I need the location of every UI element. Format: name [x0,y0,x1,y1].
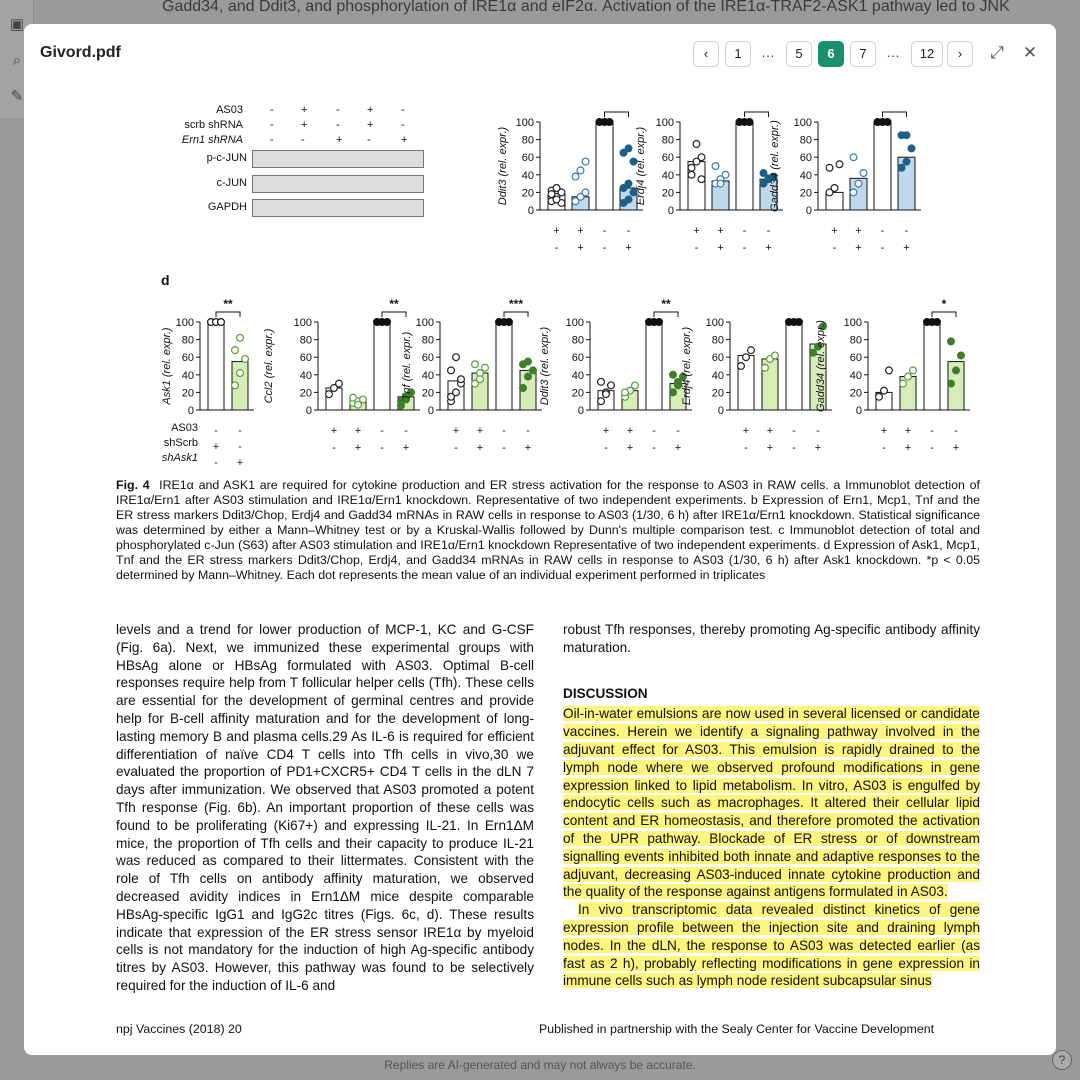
significance-label: ** [223,297,233,311]
y-tick-label: 100 [565,317,584,329]
ai-disclaimer: Replies are AI-generated and may not always be accurate. [384,1058,696,1072]
condition-sign: + [742,425,750,437]
figure-charts [40,82,1040,477]
blot-sign: - [367,134,371,146]
data-point [525,358,532,365]
data-point [218,319,225,326]
condition-sign: - [742,225,747,237]
condition-sign: + [602,425,610,437]
y-tick-label: 100 [705,317,724,329]
condition-sign: + [476,425,484,437]
condition-sign: - [332,442,336,454]
y-tick-label: 80 [421,334,434,347]
y-tick-label: 60 [571,352,584,365]
condition-sign: - [238,441,242,453]
data-point [477,376,484,383]
y-tick-label: 100 [515,117,534,129]
condition-sign: - [904,225,909,237]
blot-band-label: c-JUN [216,177,247,189]
y-tick-label: 0 [187,405,194,417]
data-point [482,364,489,371]
y-tick-label: 40 [421,369,434,382]
data-point [670,371,677,378]
edit-icon[interactable]: ✎ [10,88,24,105]
data-point [688,171,695,178]
data-point [525,373,532,380]
condition-sign: + [717,242,724,254]
blot-sign: - [270,104,274,116]
y-axis-label: Tnf (rel. expr.) [401,331,413,401]
data-point [712,163,719,170]
significance-bracket [883,112,907,117]
data-point [582,158,589,165]
chevron-right-icon: › [957,46,963,61]
data-point [603,391,610,398]
condition-sign: - [880,225,885,237]
blot-band-label: p-c-JUN [206,152,247,164]
y-tick-label: 20 [299,387,312,400]
expand-icon[interactable]: ⤢ [990,43,1004,62]
significance-label: * [941,297,947,311]
condition-sign: - [882,442,886,454]
condition-sign: + [577,242,584,254]
condition-sign: - [792,442,796,454]
data-point [900,380,907,387]
row-d-label: AS03 [171,422,198,434]
bar [736,122,753,210]
data-point [850,189,857,196]
y-tick-label: 0 [527,205,534,217]
data-point [553,185,560,192]
condition-sign: - [930,425,934,437]
data-point [448,393,455,400]
y-tick-label: 20 [661,187,674,200]
data-point [632,382,639,389]
y-tick-label: 100 [415,317,434,329]
bar [924,322,940,410]
condition-sign: - [502,442,506,454]
data-point [762,364,769,371]
data-point [908,145,915,152]
data-point [350,394,357,401]
y-tick-label: 20 [711,387,724,400]
condition-sign: + [553,225,560,237]
data-point [948,338,955,345]
significance-bracket [504,312,528,317]
blot-row-label: scrb shRNA [184,119,243,131]
condition-sign: - [880,242,885,254]
data-point [698,154,705,161]
condition-sign: + [577,225,584,237]
blot-sign: - [270,119,274,131]
condition-sign: - [380,425,384,437]
y-tick-label: 0 [855,405,862,417]
y-tick-label: 20 [799,187,812,200]
background-document-text: Gadd34, and Ddit3, and phosphorylation of IRE1α and eIF2α. Activation of the IRE1α-TRAF2-ASK1 pathway led to JNK [162,0,1010,15]
condition-sign: - [652,425,656,437]
y-tick-label: 60 [421,352,434,365]
y-tick-label: 20 [571,387,584,400]
data-point [884,119,891,126]
data-point [796,319,803,326]
data-point [520,385,527,392]
pdf-viewer-modal [24,24,1056,1055]
significance-bracket [654,312,678,317]
panel-icon[interactable]: ▣ [9,16,25,33]
data-point [242,356,249,363]
viewer-header [24,24,1056,84]
y-tick-label: 80 [799,134,812,147]
y-tick-label: 80 [849,334,862,347]
condition-sign: - [602,225,607,237]
y-axis-label: Ask1 (rel. expr.) [161,327,173,405]
data-point [836,161,843,168]
condition-sign: - [652,442,656,454]
prev-page-button[interactable] [693,41,719,67]
condition-sign: - [694,242,699,254]
y-axis-label: Erdj4 (rel. expr.) [681,326,693,406]
condition-sign: + [855,225,862,237]
data-point [577,167,584,174]
condition-sign: - [676,425,680,437]
blot-row-label: AS03 [216,104,243,116]
data-point [606,119,613,126]
partnership-footer: Published in partnership with the Sealy Center for Vaccine Development [539,1022,935,1036]
y-tick-label: 100 [655,117,674,129]
condition-sign: - [626,225,631,237]
condition-sign: + [524,442,532,454]
y-axis-label: Erdj4 (rel. expr.) [635,126,647,206]
condition-sign: + [693,225,700,237]
condition-sign: - [214,425,218,437]
data-point [698,176,705,183]
blot-band-label: GAPDH [207,201,247,213]
y-tick-label: 40 [711,369,724,382]
y-tick-label: 100 [293,317,312,329]
y-axis-label: Ddit3 (rel. expr.) [497,126,509,206]
data-point [232,382,239,389]
data-point [237,334,244,341]
page-button-6-current[interactable]: 6 [818,41,844,67]
condition-sign: + [626,425,634,437]
data-point [472,361,479,368]
data-point [530,367,537,374]
condition-sign: - [454,442,458,454]
data-point [453,354,460,361]
journal-footer: npj Vaccines (2018) 20 [116,1022,242,1036]
data-point [326,391,333,398]
condition-sign: - [766,225,771,237]
condition-sign: - [214,457,218,469]
blot-sign: + [367,119,374,131]
y-axis-label: Ccl2 (rel. expr.) [263,328,275,404]
condition-sign: + [626,442,634,454]
y-tick-label: 80 [661,134,674,147]
blot-row-label: Ern1 shRNA [181,134,243,146]
condition-sign: - [792,425,796,437]
condition-sign: - [954,425,958,437]
condition-sign: + [452,425,460,437]
data-point [336,380,343,387]
significance-bracket [605,112,629,117]
bar [374,322,390,410]
blot-sign: + [301,119,308,131]
y-tick-label: 20 [421,387,434,400]
significance-label: ** [389,297,399,311]
y-axis-label: Gadd34 (rel. expr.) [769,120,781,212]
significance-bracket [932,312,956,317]
data-point [881,387,888,394]
condition-sign: - [554,242,559,254]
file-title: Givord.pdf [40,44,121,61]
page-button-7[interactable]: 7 [850,41,876,67]
data-point [855,180,862,187]
data-point [625,145,632,152]
data-point [772,352,779,359]
blot-sign: + [367,104,374,116]
discussion-heading: DISCUSSION [563,685,648,701]
condition-sign: - [404,425,408,437]
significance-bracket [745,112,769,117]
data-point [860,170,867,177]
condition-sign: + [814,442,822,454]
bar [208,322,224,410]
data-point [948,380,955,387]
y-tick-label: 100 [793,117,812,129]
data-point [625,196,632,203]
data-point [670,389,677,396]
y-tick-label: 80 [711,334,724,347]
condition-sign: + [212,441,220,453]
condition-sign: - [744,442,748,454]
y-tick-label: 60 [521,152,534,165]
y-tick-label: 60 [711,352,724,365]
y-tick-label: 60 [661,152,674,165]
right-intro: robust Tfh responses, thereby promoting Ag-specific antibody affinity maturation. [563,622,980,655]
data-point [910,367,917,374]
data-point [748,347,755,354]
data-point [232,347,239,354]
search-icon[interactable]: ⌕ [12,52,22,69]
figure-label: Fig. 4 [116,478,150,492]
data-point [876,393,883,400]
page-button-12[interactable]: 12 [911,41,943,67]
bar [596,122,613,210]
condition-sign: + [717,225,724,237]
y-tick-label: 80 [571,334,584,347]
condition-sign: + [766,442,774,454]
data-point [934,319,941,326]
blot-sign: - [301,134,305,146]
figure-caption [116,478,980,583]
blot-sign: - [336,104,340,116]
help-button[interactable]: ? [1052,1050,1072,1070]
caption-text: IRE1α and ASK1 are required for cytokine production and ER stress activation for the response to AS03 in RAW cells. a Immunoblot detection of IRE1α/Ern1 after AS03 stimulation and IRE1α/Ern1 knockdown. Representative of two independent experiments. b Expression of Ern1, Mcp1, Tnf and the ER stress markers Ddit3/Chop, Erdj4 and Gadd34 mRNAs in RAW cells in response to AS03 (1/30, 6 h) after IRE1α/Ern1 knockdown. Statistical significance was determined by either a Mann–Whitney test or by a Kruskal-Wallis followed by Dunn's multiple comparison test. c Immunoblot detection of total and phosphorylated c-Jun (S63) after AS03 stimulation and IRE1α/Ern1 knockdown Representative of two independent experiments. d Expression of Ask1, Mcp1, Tnf and the ER stress markers Ddit3/Chop, Erdj4, and Gadd34 mRNAs in RAW cells in response to AS03 (1/30, 6 h) after Ask1 knockdown. *p < 0.05 determined by Mann–Whitney. Each dot represents the mean value of an individual experiment performed in triplicates [116,478,980,582]
condition-sign: + [354,442,362,454]
data-point [738,363,745,370]
next-page-button[interactable] [947,41,973,67]
condition-sign: + [766,425,774,437]
data-point [625,180,632,187]
condition-sign: - [502,425,506,437]
blot-sign: + [336,134,343,146]
y-tick-label: 80 [299,334,312,347]
bar [874,122,891,210]
data-point [688,164,695,171]
y-tick-label: 0 [305,405,312,417]
page-button-1[interactable]: 1 [725,41,751,67]
data-point [506,319,513,326]
data-point [831,185,838,192]
condition-sign: + [236,457,244,469]
y-axis-label: Gadd34 (rel. expr.) [815,320,827,412]
condition-sign: + [904,442,912,454]
y-tick-label: 0 [717,405,724,417]
condition-sign: - [604,442,608,454]
condition-sign: - [816,425,820,437]
data-point [693,141,700,148]
blot-sign: - [336,119,340,131]
y-tick-label: 40 [849,369,862,382]
y-tick-label: 40 [799,169,812,182]
y-tick-label: 40 [181,369,194,382]
data-point [384,319,391,326]
data-point [850,154,857,161]
y-tick-label: 40 [661,169,674,182]
y-tick-label: 80 [181,334,194,347]
right-column [563,621,980,990]
pdf-page-area [40,82,1040,1055]
condition-sign: + [330,425,338,437]
data-point [826,164,833,171]
condition-sign: + [354,425,362,437]
y-tick-label: 40 [521,169,534,182]
data-point [237,370,244,377]
chevron-left-icon: ‹ [703,46,709,61]
pagination-ellipsis: … [761,44,775,60]
y-tick-label: 60 [299,352,312,365]
condition-sign: + [476,442,484,454]
blot-sign: - [401,119,405,131]
condition-sign: + [903,242,910,254]
y-tick-label: 60 [799,152,812,165]
data-point [903,132,910,139]
panel-d-label: d [161,272,170,288]
significance-label: ** [661,297,671,311]
y-tick-label: 0 [667,205,674,217]
condition-sign: + [880,425,888,437]
condition-sign: - [930,442,934,454]
condition-sign: - [602,242,607,254]
data-point [448,367,455,374]
significance-bracket [216,312,240,317]
blot-sign: - [401,104,405,116]
data-point [656,319,663,326]
y-tick-label: 20 [849,387,862,400]
data-point [746,119,753,126]
y-tick-label: 20 [181,387,194,400]
left-column [116,621,534,995]
data-point [722,171,729,178]
data-point [598,378,605,385]
y-tick-label: 100 [175,317,194,329]
significance-bracket [382,312,406,317]
blot-sign: + [401,134,408,146]
y-tick-label: 0 [427,405,434,417]
discussion-paragraph-1: Oil-in-water emulsions are now used in several licensed or candidate vaccines. Herein we identify a signaling pathway involved in the adjuvant effect for AS03. This emulsion is rapidly drained to the lymph node where we observed profound modifications in gene expression linked to lipid metabolism. In vitro, AS03 is engulfed by endocytic cells such as macrophages. It altered their cellular lipid content and ER homeostasis, and therefore promoted the activation of the UPR pathway. Blockade of ER stress or of downstream signalling events inhibited both innate and adaptive responses to the adjuvant, decreasing AS03-induced innate cytokine production and the quality of the response against antigens formulated in AS03. [563,706,980,900]
bar [646,322,662,410]
data-point [953,367,960,374]
condition-sign: - [380,442,384,454]
condition-sign: + [402,442,410,454]
data-point [598,398,605,405]
y-tick-label: 100 [843,317,862,329]
data-point [553,196,560,203]
data-point [608,382,615,389]
bar [786,322,802,410]
condition-sign: + [625,242,632,254]
significance-label: *** [508,297,524,311]
y-tick-label: 0 [805,205,812,217]
row-d-label: shAsk1 [161,452,198,464]
y-axis-label: Ddit3 (rel. expr.) [539,326,551,406]
data-point [582,189,589,196]
condition-sign: + [952,442,960,454]
data-point [355,401,362,408]
data-point [458,376,465,383]
y-tick-label: 20 [521,187,534,200]
data-point [572,173,579,180]
y-tick-label: 60 [849,352,862,365]
blot-sign: - [270,134,274,146]
page-button-5[interactable]: 5 [786,41,812,67]
data-point [622,389,629,396]
data-point [717,180,724,187]
data-point [743,354,750,361]
left-column-text: levels and a trend for lower production of MCP-1, KC and G-CSF (Fig. 6a). Next, we immunized these experimental groups with HBsAg alone or HBsAg formulated with AS03. Optimal B-cell responses require help from T follicular helper cells (Tfh). These cells are essential for the development of germinal centres and provide help for B-cell affinity maturation and for the development of long-lasting memory B and plasma cells.29 As IL-6 is required for efficient differentiation of naïve CD4 T cells into Tfh cells in vivo,30 we evaluated the proportion of PD1+CXCR5+ CD4 T cells in the dLN 7 days after immunization. We observed that AS03 promoted a potent Tfh response (Fig. 6b). An important proportion of these cells was found to be proliferating (Ki67+) and expressing IL-21. In Ern1ΔM mice, the proportion of Tfh cells and their capacity to produce IL-21 was reduced as compared to their littermates. Consistent with the role of Tfh cells on antibody affinity maturation, we observed decreased avidity indices in Ern1ΔM mice despite comparable HBsAg-specific IgG1 and IgG2c titres (Figs. 6c, d). These results indicate that expression of the ER stress sensor IRE1α by myeloid cells is not mandatory for the induction of high Ag-specific antibody titres by AS03. However, this pathway was found to be selectively required for the induction of IL-6 and [116,622,534,993]
data-point [898,164,905,171]
condition-sign: + [855,242,862,254]
condition-sign: - [526,425,530,437]
data-point [903,158,910,165]
condition-sign: - [742,242,747,254]
pdf-page [40,82,1040,1055]
y-tick-label: 0 [577,405,584,417]
condition-sign: + [674,442,682,454]
condition-sign: + [831,225,838,237]
close-icon[interactable]: ✕ [1022,43,1038,62]
y-tick-label: 60 [181,352,194,365]
row-d-label: shScrb [163,437,198,449]
blot-sign: + [301,104,308,116]
data-point [886,367,893,374]
condition-sign: + [765,242,772,254]
condition-sign: - [238,425,242,437]
y-tick-label: 40 [299,369,312,382]
bar [496,322,512,410]
data-point [958,352,965,359]
condition-sign: + [904,425,912,437]
data-point [905,373,912,380]
condition-sign: - [832,242,837,254]
pagination-ellipsis-2: … [886,44,900,60]
y-tick-label: 40 [571,369,584,382]
discussion-paragraph-2: In vivo transcriptomic data revealed distinct kinetics of gene expression profile between the injection site and draining lymph nodes. In the dLN, the response to AS03 was detected earlier (as fast as 2 h), probably reflecting modifications in gene expression in immune cells such as lymph node resident subcapsular sinus [563,902,980,989]
y-tick-label: 80 [521,134,534,147]
